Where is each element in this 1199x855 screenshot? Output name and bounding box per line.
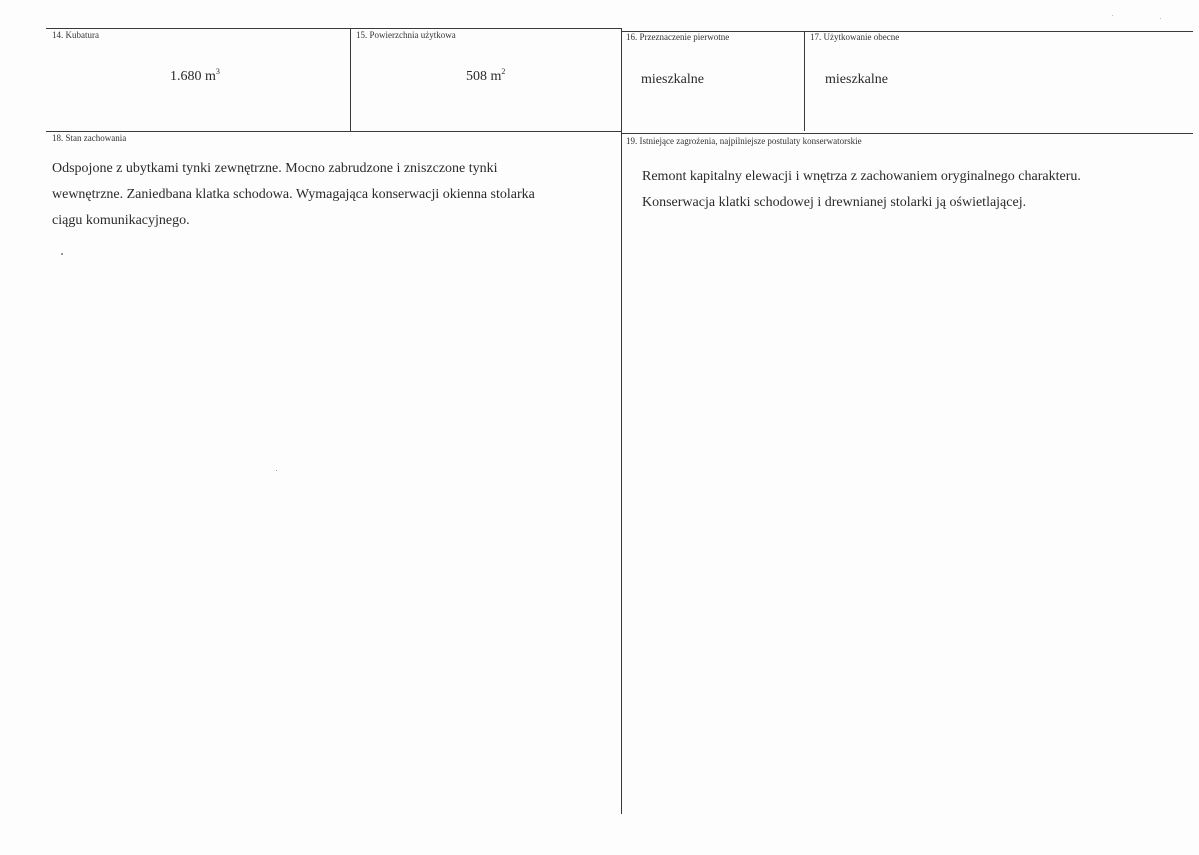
powierzchnia-unit-exponent: 2 xyxy=(501,67,506,76)
kubatura-value-text: 1.680 m xyxy=(170,69,216,84)
zagrozenia-line: Konserwacja klatki schodowej i drewnianej stolarki ją oświetlającej. xyxy=(642,195,1027,210)
stan-label: 18. Stan zachowania xyxy=(52,133,127,143)
middle-border-right xyxy=(621,133,1193,134)
uzytkowanie-label: 17. Użytkowanie obecne xyxy=(810,32,900,42)
uzytkowanie-value: mieszkalne xyxy=(825,72,888,87)
stan-line: Odspojone z ubytkami tynki zewnętrzne. Mocno zabrudzone i zniszczone tynki xyxy=(52,161,498,176)
divider-16-17 xyxy=(804,31,805,131)
powierzchnia-value-text: 508 m xyxy=(466,69,502,84)
zagrozenia-text xyxy=(642,164,1182,216)
kubatura-label: 14. Kubatura xyxy=(52,30,99,40)
zagrozenia-line: Remont kapitalny elewacji i wnętrza z zachowaniem oryginalnego charakteru. xyxy=(642,169,1081,184)
stan-text xyxy=(52,156,612,234)
scan-speck xyxy=(1112,15,1113,16)
stan-line: ciągu komunikacyjnego. xyxy=(52,213,190,228)
zagrozenia-label: 19. Istniejące zagrożenia, najpilniejsze postulaty konserwatorskie xyxy=(626,136,862,146)
scan-speck xyxy=(1160,18,1161,19)
divider-14-15 xyxy=(350,28,351,131)
przeznaczenie-label: 16. Przeznaczenie pierwotne xyxy=(626,32,730,42)
kubatura-unit-exponent: 3 xyxy=(215,67,220,76)
main-vertical-divider xyxy=(621,28,622,814)
przeznaczenie-value: mieszkalne xyxy=(641,72,704,87)
powierzchnia-value xyxy=(466,68,505,86)
middle-border-left xyxy=(46,131,621,132)
stan-line: wewnętrzne. Zaniedbana klatka schodowa. Wymagająca konserwacji okienna stolarka xyxy=(52,187,535,202)
powierzchnia-label: 15. Powierzchnia użytkowa xyxy=(356,30,456,40)
scan-speck xyxy=(276,470,277,471)
kubatura-value xyxy=(170,68,220,86)
top-border xyxy=(46,28,621,29)
scan-speck xyxy=(61,253,63,255)
